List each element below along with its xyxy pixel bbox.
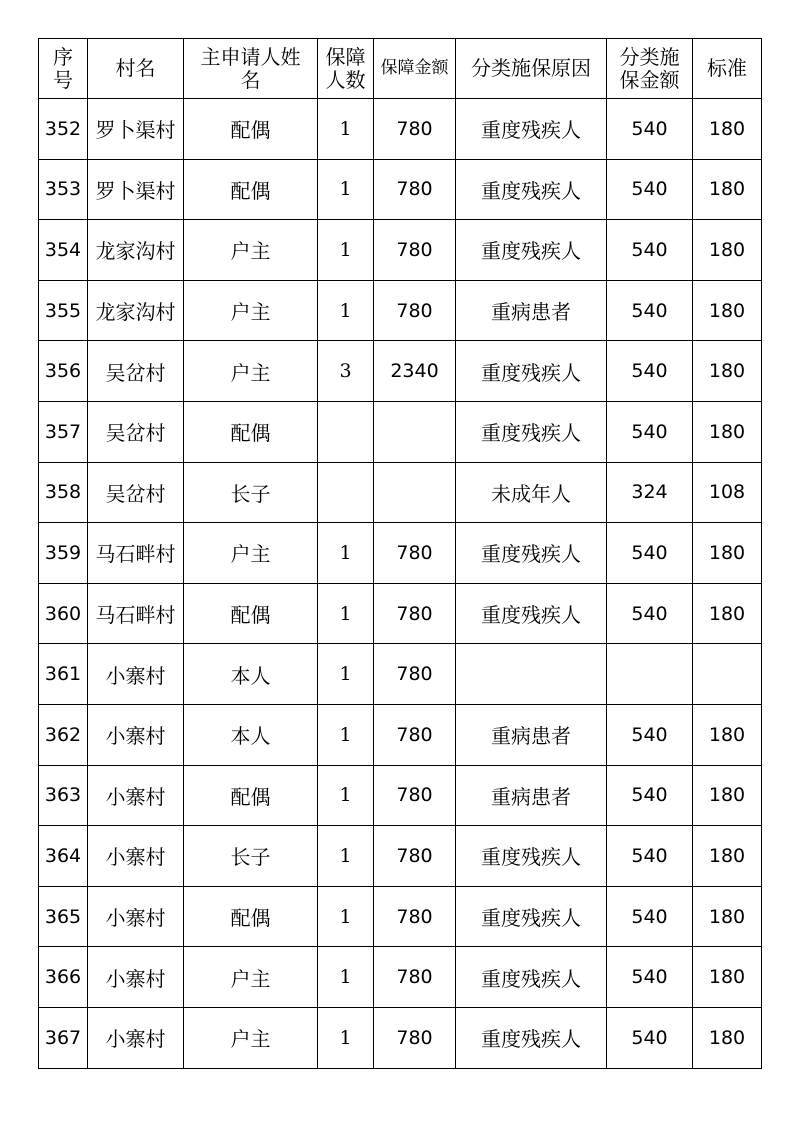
cell-village: 小寨村: [88, 704, 184, 765]
cell-class-amount: 540: [607, 341, 693, 402]
cell-reason: 重度残疾人: [456, 523, 607, 584]
cell-reason: 重度残疾人: [456, 99, 607, 160]
cell-count: [318, 462, 374, 523]
cell-standard: 180: [693, 826, 762, 887]
cell-count: 1: [318, 644, 374, 705]
cell-class-amount: 540: [607, 765, 693, 826]
cell-village: 小寨村: [88, 1007, 184, 1068]
cell-standard: 180: [693, 401, 762, 462]
header-applicant: [184, 39, 318, 99]
cell-village: 罗卜渠村: [88, 159, 184, 220]
cell-class-amount: 540: [607, 947, 693, 1008]
cell-standard: 180: [693, 523, 762, 584]
cell-relation: 户主: [184, 341, 318, 402]
header-applicant-text: 主申请人姓名: [200, 44, 301, 92]
cell-seq: 357: [39, 401, 88, 462]
cell-amount: 780: [374, 765, 456, 826]
table-row: [39, 1007, 762, 1068]
cell-relation: 户主: [184, 947, 318, 1008]
cell-count: 1: [318, 765, 374, 826]
cell-village: 龙家沟村: [88, 280, 184, 341]
header-row: [39, 39, 762, 99]
cell-standard: 180: [693, 765, 762, 826]
cell-amount: 780: [374, 99, 456, 160]
cell-reason: 重病患者: [456, 280, 607, 341]
cell-seq: 366: [39, 947, 88, 1008]
cell-seq: 359: [39, 523, 88, 584]
cell-count: 1: [318, 1007, 374, 1068]
cell-class-amount: 540: [607, 159, 693, 220]
table-row: [39, 280, 762, 341]
cell-seq: 360: [39, 583, 88, 644]
header-reason: 分类施保原因: [456, 39, 607, 99]
cell-village: 龙家沟村: [88, 220, 184, 281]
cell-reason: [456, 644, 607, 705]
cell-reason: 重病患者: [456, 704, 607, 765]
cell-village: 小寨村: [88, 886, 184, 947]
table-row: [39, 644, 762, 705]
header-count-text: 保障人数: [325, 44, 366, 92]
cell-relation: 配偶: [184, 583, 318, 644]
cell-seq: 354: [39, 220, 88, 281]
cell-class-amount: 540: [607, 826, 693, 887]
cell-count: 1: [318, 886, 374, 947]
cell-class-amount: 540: [607, 280, 693, 341]
cell-count: 1: [318, 583, 374, 644]
cell-standard: 180: [693, 1007, 762, 1068]
cell-amount: 780: [374, 704, 456, 765]
cell-village: 小寨村: [88, 826, 184, 887]
cell-seq: 356: [39, 341, 88, 402]
cell-amount: 780: [374, 523, 456, 584]
cell-reason: 重度残疾人: [456, 401, 607, 462]
cell-count: 1: [318, 523, 374, 584]
cell-amount: 2340: [374, 341, 456, 402]
cell-amount: [374, 462, 456, 523]
cell-count: 1: [318, 280, 374, 341]
cell-village: 马石畔村: [88, 583, 184, 644]
cell-reason: 重度残疾人: [456, 220, 607, 281]
cell-amount: 780: [374, 159, 456, 220]
cell-seq: 352: [39, 99, 88, 160]
table-row: [39, 583, 762, 644]
cell-reason: 重度残疾人: [456, 341, 607, 402]
table-row: [39, 886, 762, 947]
cell-reason: 重度残疾人: [456, 159, 607, 220]
cell-reason: 重度残疾人: [456, 886, 607, 947]
cell-amount: 780: [374, 220, 456, 281]
cell-class-amount: [607, 644, 693, 705]
table-row: [39, 704, 762, 765]
cell-seq: 364: [39, 826, 88, 887]
cell-seq: 358: [39, 462, 88, 523]
header-class-amount-text: 分类施保金额: [619, 44, 680, 92]
cell-reason: 重度残疾人: [456, 1007, 607, 1068]
cell-relation: 长子: [184, 462, 318, 523]
cell-count: 1: [318, 704, 374, 765]
table-row: [39, 220, 762, 281]
cell-standard: 180: [693, 947, 762, 1008]
cell-class-amount: 540: [607, 1007, 693, 1068]
cell-standard: 180: [693, 159, 762, 220]
cell-village: 吴岔村: [88, 341, 184, 402]
cell-standard: 180: [693, 99, 762, 160]
cell-seq: 353: [39, 159, 88, 220]
table-row: [39, 826, 762, 887]
cell-relation: 户主: [184, 280, 318, 341]
cell-seq: 363: [39, 765, 88, 826]
assistance-table: [38, 38, 762, 1069]
table-row: [39, 523, 762, 584]
cell-reason: 未成年人: [456, 462, 607, 523]
cell-relation: 配偶: [184, 765, 318, 826]
cell-class-amount: 540: [607, 886, 693, 947]
cell-count: [318, 401, 374, 462]
cell-village: 小寨村: [88, 765, 184, 826]
cell-seq: 365: [39, 886, 88, 947]
cell-reason: 重病患者: [456, 765, 607, 826]
cell-standard: 180: [693, 220, 762, 281]
cell-standard: 180: [693, 583, 762, 644]
cell-amount: 780: [374, 1007, 456, 1068]
cell-village: 马石畔村: [88, 523, 184, 584]
cell-village: 小寨村: [88, 644, 184, 705]
header-standard: 标准: [693, 39, 762, 99]
cell-seq: 361: [39, 644, 88, 705]
cell-class-amount: 540: [607, 583, 693, 644]
table-row: [39, 341, 762, 402]
cell-count: 1: [318, 159, 374, 220]
cell-village: 吴岔村: [88, 401, 184, 462]
table-row: [39, 765, 762, 826]
cell-seq: 367: [39, 1007, 88, 1068]
cell-relation: 本人: [184, 704, 318, 765]
cell-relation: 户主: [184, 220, 318, 281]
cell-class-amount: 540: [607, 523, 693, 584]
cell-amount: 780: [374, 583, 456, 644]
header-village: 村名: [88, 39, 184, 99]
cell-amount: 780: [374, 280, 456, 341]
table-row: [39, 462, 762, 523]
header-seq: [39, 39, 88, 99]
table-row: [39, 401, 762, 462]
cell-class-amount: 540: [607, 99, 693, 160]
cell-amount: [374, 401, 456, 462]
cell-count: 1: [318, 220, 374, 281]
cell-standard: [693, 644, 762, 705]
cell-seq: 355: [39, 280, 88, 341]
cell-amount: 780: [374, 826, 456, 887]
cell-relation: 户主: [184, 1007, 318, 1068]
cell-village: 吴岔村: [88, 462, 184, 523]
cell-class-amount: 540: [607, 704, 693, 765]
header-seq-text: 序 号: [53, 44, 73, 92]
cell-class-amount: 540: [607, 401, 693, 462]
cell-relation: 配偶: [184, 99, 318, 160]
cell-standard: 108: [693, 462, 762, 523]
cell-standard: 180: [693, 886, 762, 947]
cell-amount: 780: [374, 947, 456, 1008]
cell-count: 1: [318, 99, 374, 160]
cell-class-amount: 540: [607, 220, 693, 281]
cell-relation: 配偶: [184, 886, 318, 947]
cell-village: 罗卜渠村: [88, 99, 184, 160]
cell-standard: 180: [693, 704, 762, 765]
cell-relation: 户主: [184, 523, 318, 584]
cell-class-amount: 324: [607, 462, 693, 523]
table-row: [39, 159, 762, 220]
cell-relation: 配偶: [184, 401, 318, 462]
cell-reason: 重度残疾人: [456, 947, 607, 1008]
table-row: [39, 99, 762, 160]
cell-reason: 重度残疾人: [456, 826, 607, 887]
cell-standard: 180: [693, 341, 762, 402]
header-class-amount: [607, 39, 693, 99]
table-row: [39, 947, 762, 1008]
cell-relation: 长子: [184, 826, 318, 887]
header-amount: 保障金额: [374, 39, 456, 99]
table-body: [39, 99, 762, 1069]
cell-count: 3: [318, 341, 374, 402]
header-count: [318, 39, 374, 99]
cell-village: 小寨村: [88, 947, 184, 1008]
cell-seq: 362: [39, 704, 88, 765]
cell-relation: 配偶: [184, 159, 318, 220]
cell-relation: 本人: [184, 644, 318, 705]
cell-reason: 重度残疾人: [456, 583, 607, 644]
cell-count: 1: [318, 826, 374, 887]
cell-standard: 180: [693, 280, 762, 341]
cell-count: 1: [318, 947, 374, 1008]
cell-amount: 780: [374, 644, 456, 705]
document-page: [38, 38, 761, 1069]
cell-amount: 780: [374, 886, 456, 947]
